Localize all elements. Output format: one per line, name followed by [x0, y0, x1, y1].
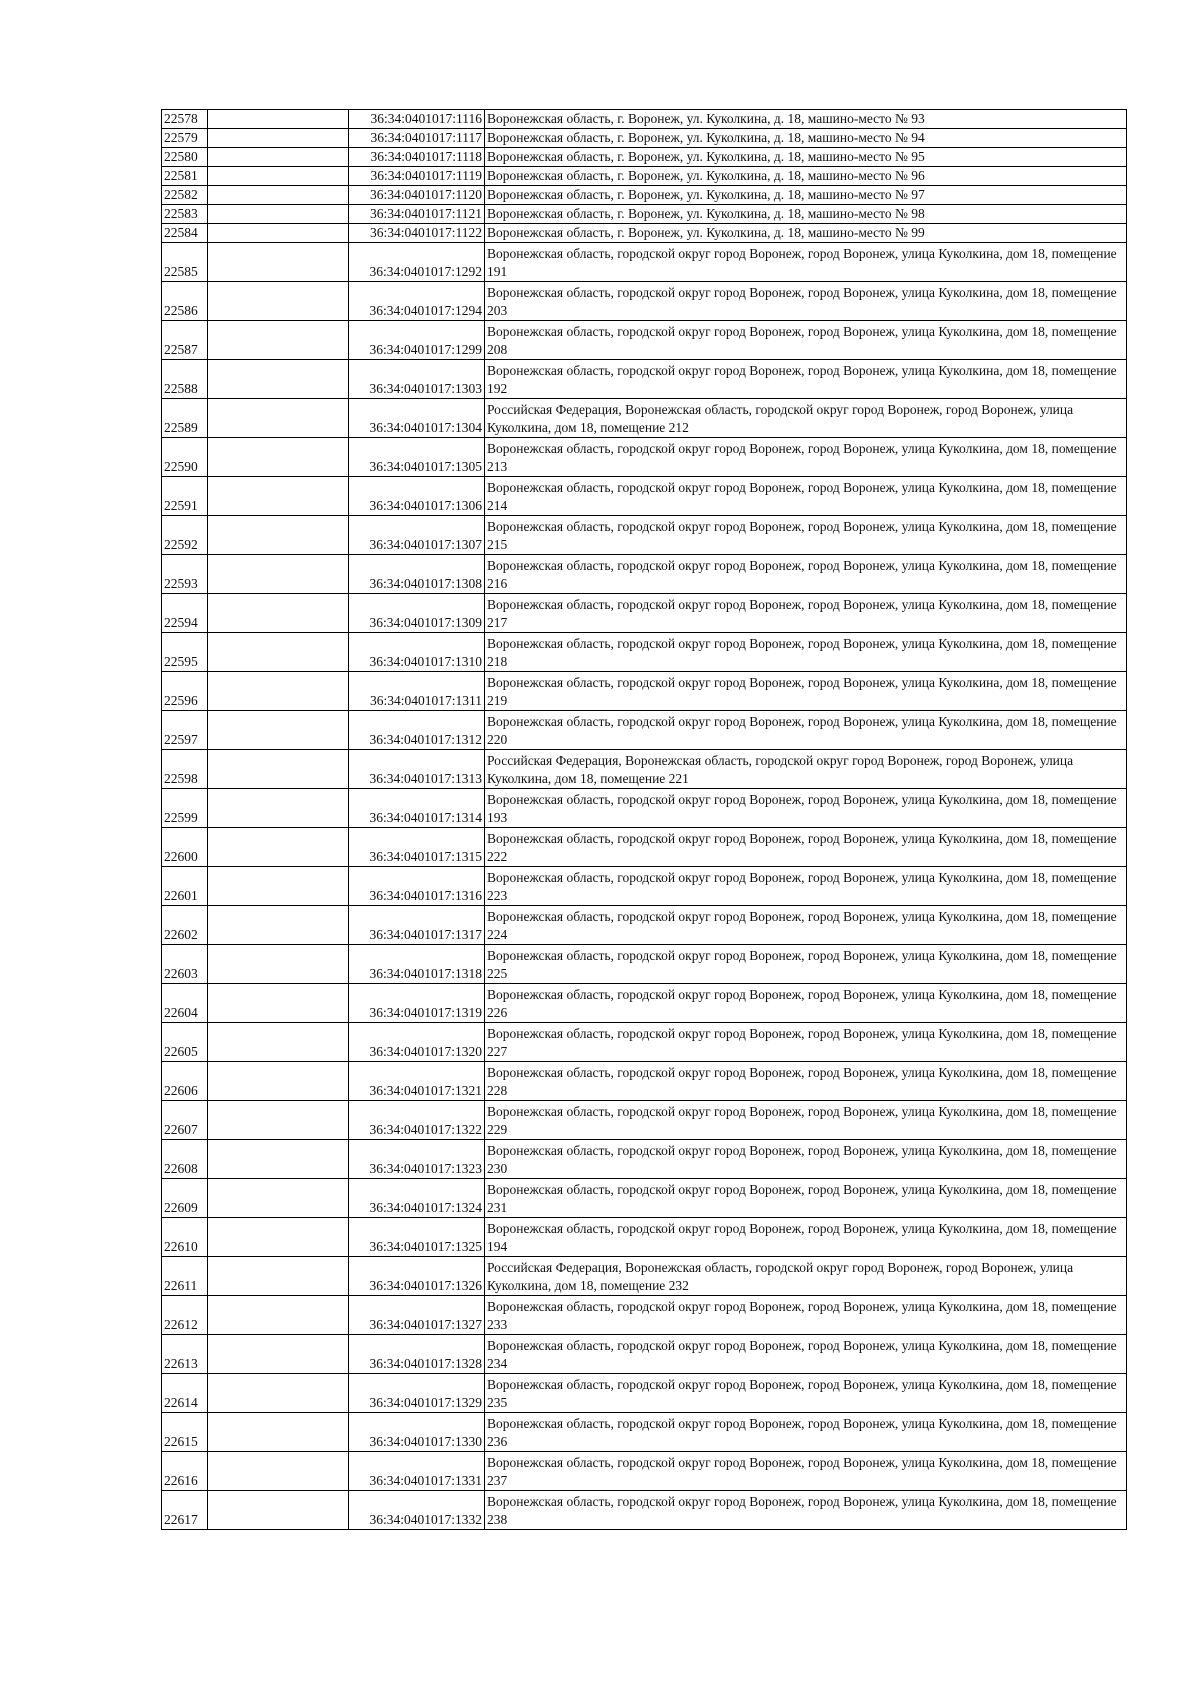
- cadastral-number-cell: 36:34:0401017:1310: [349, 633, 485, 672]
- empty-cell: [208, 711, 349, 750]
- address-cell: Воронежская область, городской округ город Воронеж, город Воронеж, улица Куколкина, дом 18, помещение 233: [485, 1296, 1127, 1335]
- row-number-cell: 22609: [162, 1179, 208, 1218]
- table-row: [162, 282, 1127, 321]
- row-number-cell: 22597: [162, 711, 208, 750]
- row-number-cell: 22596: [162, 672, 208, 711]
- empty-cell: [208, 1452, 349, 1491]
- table-row: [162, 984, 1127, 1023]
- address-cell: Воронежская область, городской округ город Воронеж, город Воронеж, улица Куколкина, дом 18, помещение 228: [485, 1062, 1127, 1101]
- cadastral-number-cell: 36:34:0401017:1331: [349, 1452, 485, 1491]
- table-row: [162, 828, 1127, 867]
- empty-cell: [208, 750, 349, 789]
- cadastral-number-cell: 36:34:0401017:1326: [349, 1257, 485, 1296]
- property-table: [161, 109, 1127, 1530]
- table-row: [162, 1101, 1127, 1140]
- cadastral-number-cell: 36:34:0401017:1306: [349, 477, 485, 516]
- cadastral-number-cell: 36:34:0401017:1328: [349, 1335, 485, 1374]
- address-cell: Воронежская область, городской округ город Воронеж, город Воронеж, улица Куколкина, дом 18, помещение 227: [485, 1023, 1127, 1062]
- cadastral-number-cell: 36:34:0401017:1309: [349, 594, 485, 633]
- table-row: [162, 594, 1127, 633]
- empty-cell: [208, 1101, 349, 1140]
- row-number-cell: 22601: [162, 867, 208, 906]
- address-cell: Воронежская область, г. Воронеж, ул. Куколкина, д. 18, машино-место № 96: [485, 167, 1127, 186]
- empty-cell: [208, 399, 349, 438]
- empty-cell: [208, 148, 349, 167]
- address-cell: Воронежская область, городской округ город Воронеж, город Воронеж, улица Куколкина, дом 18, помещение 208: [485, 321, 1127, 360]
- address-cell: Воронежская область, г. Воронеж, ул. Куколкина, д. 18, машино-место № 94: [485, 129, 1127, 148]
- cadastral-number-cell: 36:34:0401017:1117: [349, 129, 485, 148]
- empty-cell: [208, 555, 349, 594]
- row-number-cell: 22604: [162, 984, 208, 1023]
- empty-cell: [208, 321, 349, 360]
- cadastral-number-cell: 36:34:0401017:1299: [349, 321, 485, 360]
- row-number-cell: 22598: [162, 750, 208, 789]
- row-number-cell: 22582: [162, 186, 208, 205]
- table-row: [162, 555, 1127, 594]
- address-cell: Воронежская область, городской округ город Воронеж, город Воронеж, улица Куколкина, дом 18, помещение 234: [485, 1335, 1127, 1374]
- empty-cell: [208, 789, 349, 828]
- row-number-cell: 22600: [162, 828, 208, 867]
- cadastral-number-cell: 36:34:0401017:1317: [349, 906, 485, 945]
- empty-cell: [208, 867, 349, 906]
- address-cell: Воронежская область, городской округ город Воронеж, город Воронеж, улица Куколкина, дом 18, помещение 226: [485, 984, 1127, 1023]
- address-cell: Воронежская область, городской округ город Воронеж, город Воронеж, улица Куколкина, дом 18, помещение 192: [485, 360, 1127, 399]
- row-number-cell: 22616: [162, 1452, 208, 1491]
- empty-cell: [208, 1179, 349, 1218]
- cadastral-number-cell: 36:34:0401017:1324: [349, 1179, 485, 1218]
- cadastral-number-cell: 36:34:0401017:1318: [349, 945, 485, 984]
- address-cell: Воронежская область, городской округ город Воронеж, город Воронеж, улица Куколкина, дом 18, помещение 203: [485, 282, 1127, 321]
- empty-cell: [208, 672, 349, 711]
- row-number-cell: 22614: [162, 1374, 208, 1413]
- address-cell: Воронежская область, городской округ город Воронеж, город Воронеж, улица Куколкина, дом 18, помещение 217: [485, 594, 1127, 633]
- empty-cell: [208, 1257, 349, 1296]
- table-row: [162, 224, 1127, 243]
- row-number-cell: 22587: [162, 321, 208, 360]
- row-number-cell: 22599: [162, 789, 208, 828]
- row-number-cell: 22605: [162, 1023, 208, 1062]
- address-cell: Воронежская область, городской округ город Воронеж, город Воронеж, улица Куколкина, дом 18, помещение 194: [485, 1218, 1127, 1257]
- table-row: [162, 148, 1127, 167]
- empty-cell: [208, 129, 349, 148]
- table-row: [162, 1374, 1127, 1413]
- address-cell: Российская Федерация, Воронежская область, городской округ город Воронеж, город Воронеж, улица Куколкина, дом 18, помещение 232: [485, 1257, 1127, 1296]
- row-number-cell: 22593: [162, 555, 208, 594]
- row-number-cell: 22603: [162, 945, 208, 984]
- table-row: [162, 205, 1127, 224]
- cadastral-number-cell: 36:34:0401017:1116: [349, 110, 485, 129]
- table-row: [162, 1179, 1127, 1218]
- row-number-cell: 22586: [162, 282, 208, 321]
- address-cell: Воронежская область, городской округ город Воронеж, город Воронеж, улица Куколкина, дом 18, помещение 216: [485, 555, 1127, 594]
- empty-cell: [208, 984, 349, 1023]
- cadastral-number-cell: 36:34:0401017:1307: [349, 516, 485, 555]
- table-row: [162, 516, 1127, 555]
- cadastral-number-cell: 36:34:0401017:1304: [349, 399, 485, 438]
- empty-cell: [208, 205, 349, 224]
- empty-cell: [208, 186, 349, 205]
- address-cell: Воронежская область, г. Воронеж, ул. Куколкина, д. 18, машино-место № 97: [485, 186, 1127, 205]
- cadastral-number-cell: 36:34:0401017:1330: [349, 1413, 485, 1452]
- address-cell: Российская Федерация, Воронежская область, городской округ город Воронеж, город Воронеж, улица Куколкина, дом 18, помещение 221: [485, 750, 1127, 789]
- table-row: [162, 1257, 1127, 1296]
- table-row: [162, 945, 1127, 984]
- row-number-cell: 22613: [162, 1335, 208, 1374]
- table-row: [162, 789, 1127, 828]
- table-row: [162, 672, 1127, 711]
- table-row: [162, 110, 1127, 129]
- table-row: [162, 1335, 1127, 1374]
- table-row: [162, 906, 1127, 945]
- address-cell: Воронежская область, городской округ город Воронеж, город Воронеж, улица Куколкина, дом 18, помещение 223: [485, 867, 1127, 906]
- row-number-cell: 22606: [162, 1062, 208, 1101]
- empty-cell: [208, 516, 349, 555]
- row-number-cell: 22578: [162, 110, 208, 129]
- cadastral-number-cell: 36:34:0401017:1314: [349, 789, 485, 828]
- row-number-cell: 22617: [162, 1491, 208, 1530]
- table-row: [162, 1296, 1127, 1335]
- table-row: [162, 243, 1127, 282]
- row-number-cell: 22610: [162, 1218, 208, 1257]
- empty-cell: [208, 224, 349, 243]
- cadastral-number-cell: 36:34:0401017:1329: [349, 1374, 485, 1413]
- row-number-cell: 22583: [162, 205, 208, 224]
- row-number-cell: 22581: [162, 167, 208, 186]
- address-cell: Воронежская область, городской округ город Воронеж, город Воронеж, улица Куколкина, дом 18, помещение 191: [485, 243, 1127, 282]
- row-number-cell: 22611: [162, 1257, 208, 1296]
- row-number-cell: 22607: [162, 1101, 208, 1140]
- row-number-cell: 22584: [162, 224, 208, 243]
- address-cell: Воронежская область, городской округ город Воронеж, город Воронеж, улица Куколкина, дом 18, помещение 213: [485, 438, 1127, 477]
- address-cell: Воронежская область, городской округ город Воронеж, город Воронеж, улица Куколкина, дом 18, помещение 235: [485, 1374, 1127, 1413]
- address-cell: Воронежская область, городской округ город Воронеж, город Воронеж, улица Куколкина, дом 18, помещение 219: [485, 672, 1127, 711]
- table-row: [162, 477, 1127, 516]
- empty-cell: [208, 360, 349, 399]
- address-cell: Воронежская область, городской округ город Воронеж, город Воронеж, улица Куколкина, дом 18, помещение 193: [485, 789, 1127, 828]
- cadastral-number-cell: 36:34:0401017:1308: [349, 555, 485, 594]
- row-number-cell: 22585: [162, 243, 208, 282]
- table-row: [162, 1413, 1127, 1452]
- table-row: [162, 867, 1127, 906]
- cadastral-number-cell: 36:34:0401017:1316: [349, 867, 485, 906]
- table-row: [162, 129, 1127, 148]
- empty-cell: [208, 906, 349, 945]
- address-cell: Воронежская область, г. Воронеж, ул. Куколкина, д. 18, машино-место № 93: [485, 110, 1127, 129]
- cadastral-number-cell: 36:34:0401017:1119: [349, 167, 485, 186]
- property-table-body: [162, 110, 1127, 1530]
- empty-cell: [208, 828, 349, 867]
- empty-cell: [208, 1140, 349, 1179]
- address-cell: Воронежская область, городской округ город Воронеж, город Воронеж, улица Куколкина, дом 18, помещение 230: [485, 1140, 1127, 1179]
- cadastral-number-cell: 36:34:0401017:1294: [349, 282, 485, 321]
- table-row: [162, 1140, 1127, 1179]
- cadastral-number-cell: 36:34:0401017:1319: [349, 984, 485, 1023]
- cadastral-number-cell: 36:34:0401017:1332: [349, 1491, 485, 1530]
- address-cell: Воронежская область, городской округ город Воронеж, город Воронеж, улица Куколкина, дом 18, помещение 229: [485, 1101, 1127, 1140]
- empty-cell: [208, 1335, 349, 1374]
- cadastral-number-cell: 36:34:0401017:1122: [349, 224, 485, 243]
- row-number-cell: 22602: [162, 906, 208, 945]
- cadastral-number-cell: 36:34:0401017:1303: [349, 360, 485, 399]
- address-cell: Российская Федерация, Воронежская область, городской округ город Воронеж, город Воронеж, улица Куколкина, дом 18, помещение 212: [485, 399, 1127, 438]
- cadastral-number-cell: 36:34:0401017:1313: [349, 750, 485, 789]
- address-cell: Воронежская область, г. Воронеж, ул. Куколкина, д. 18, машино-место № 98: [485, 205, 1127, 224]
- table-row: [162, 711, 1127, 750]
- table-row: [162, 1023, 1127, 1062]
- address-cell: Воронежская область, городской округ город Воронеж, город Воронеж, улица Куколкина, дом 18, помещение 218: [485, 633, 1127, 672]
- cadastral-number-cell: 36:34:0401017:1322: [349, 1101, 485, 1140]
- cadastral-number-cell: 36:34:0401017:1311: [349, 672, 485, 711]
- address-cell: Воронежская область, городской округ город Воронеж, город Воронеж, улица Куколкина, дом 18, помещение 236: [485, 1413, 1127, 1452]
- empty-cell: [208, 110, 349, 129]
- row-number-cell: 22594: [162, 594, 208, 633]
- cadastral-number-cell: 36:34:0401017:1327: [349, 1296, 485, 1335]
- table-row: [162, 750, 1127, 789]
- cadastral-number-cell: 36:34:0401017:1315: [349, 828, 485, 867]
- table-row: [162, 633, 1127, 672]
- table-row: [162, 1452, 1127, 1491]
- table-row: [162, 438, 1127, 477]
- address-cell: Воронежская область, городской округ город Воронеж, город Воронеж, улица Куколкина, дом 18, помещение 224: [485, 906, 1127, 945]
- empty-cell: [208, 633, 349, 672]
- empty-cell: [208, 1491, 349, 1530]
- cadastral-number-cell: 36:34:0401017:1325: [349, 1218, 485, 1257]
- table-row: [162, 321, 1127, 360]
- cadastral-number-cell: 36:34:0401017:1118: [349, 148, 485, 167]
- empty-cell: [208, 1218, 349, 1257]
- empty-cell: [208, 1023, 349, 1062]
- row-number-cell: 22615: [162, 1413, 208, 1452]
- empty-cell: [208, 1296, 349, 1335]
- address-cell: Воронежская область, городской округ город Воронеж, город Воронеж, улица Куколкина, дом 18, помещение 214: [485, 477, 1127, 516]
- empty-cell: [208, 1413, 349, 1452]
- cadastral-number-cell: 36:34:0401017:1321: [349, 1062, 485, 1101]
- cadastral-number-cell: 36:34:0401017:1292: [349, 243, 485, 282]
- empty-cell: [208, 1062, 349, 1101]
- address-cell: Воронежская область, г. Воронеж, ул. Куколкина, д. 18, машино-место № 99: [485, 224, 1127, 243]
- empty-cell: [208, 167, 349, 186]
- address-cell: Воронежская область, городской округ город Воронеж, город Воронеж, улица Куколкина, дом 18, помещение 225: [485, 945, 1127, 984]
- row-number-cell: 22590: [162, 438, 208, 477]
- row-number-cell: 22588: [162, 360, 208, 399]
- table-row: [162, 399, 1127, 438]
- cadastral-number-cell: 36:34:0401017:1121: [349, 205, 485, 224]
- cadastral-number-cell: 36:34:0401017:1320: [349, 1023, 485, 1062]
- row-number-cell: 22589: [162, 399, 208, 438]
- table-row: [162, 167, 1127, 186]
- row-number-cell: 22579: [162, 129, 208, 148]
- cadastral-number-cell: 36:34:0401017:1323: [349, 1140, 485, 1179]
- row-number-cell: 22612: [162, 1296, 208, 1335]
- empty-cell: [208, 438, 349, 477]
- cadastral-number-cell: 36:34:0401017:1312: [349, 711, 485, 750]
- row-number-cell: 22592: [162, 516, 208, 555]
- empty-cell: [208, 243, 349, 282]
- empty-cell: [208, 1374, 349, 1413]
- table-row: [162, 1218, 1127, 1257]
- empty-cell: [208, 282, 349, 321]
- empty-cell: [208, 594, 349, 633]
- table-row: [162, 1062, 1127, 1101]
- row-number-cell: 22595: [162, 633, 208, 672]
- table-row: [162, 186, 1127, 205]
- address-cell: Воронежская область, городской округ город Воронеж, город Воронеж, улица Куколкина, дом 18, помещение 231: [485, 1179, 1127, 1218]
- row-number-cell: 22580: [162, 148, 208, 167]
- cadastral-number-cell: 36:34:0401017:1305: [349, 438, 485, 477]
- address-cell: Воронежская область, г. Воронеж, ул. Куколкина, д. 18, машино-место № 95: [485, 148, 1127, 167]
- row-number-cell: 22591: [162, 477, 208, 516]
- address-cell: Воронежская область, городской округ город Воронеж, город Воронеж, улица Куколкина, дом 18, помещение 220: [485, 711, 1127, 750]
- table-row: [162, 1491, 1127, 1530]
- empty-cell: [208, 945, 349, 984]
- address-cell: Воронежская область, городской округ город Воронеж, город Воронеж, улица Куколкина, дом 18, помещение 215: [485, 516, 1127, 555]
- table-row: [162, 360, 1127, 399]
- address-cell: Воронежская область, городской округ город Воронеж, город Воронеж, улица Куколкина, дом 18, помещение 222: [485, 828, 1127, 867]
- address-cell: Воронежская область, городской округ город Воронеж, город Воронеж, улица Куколкина, дом 18, помещение 238: [485, 1491, 1127, 1530]
- row-number-cell: 22608: [162, 1140, 208, 1179]
- cadastral-number-cell: 36:34:0401017:1120: [349, 186, 485, 205]
- empty-cell: [208, 477, 349, 516]
- address-cell: Воронежская область, городской округ город Воронеж, город Воронеж, улица Куколкина, дом 18, помещение 237: [485, 1452, 1127, 1491]
